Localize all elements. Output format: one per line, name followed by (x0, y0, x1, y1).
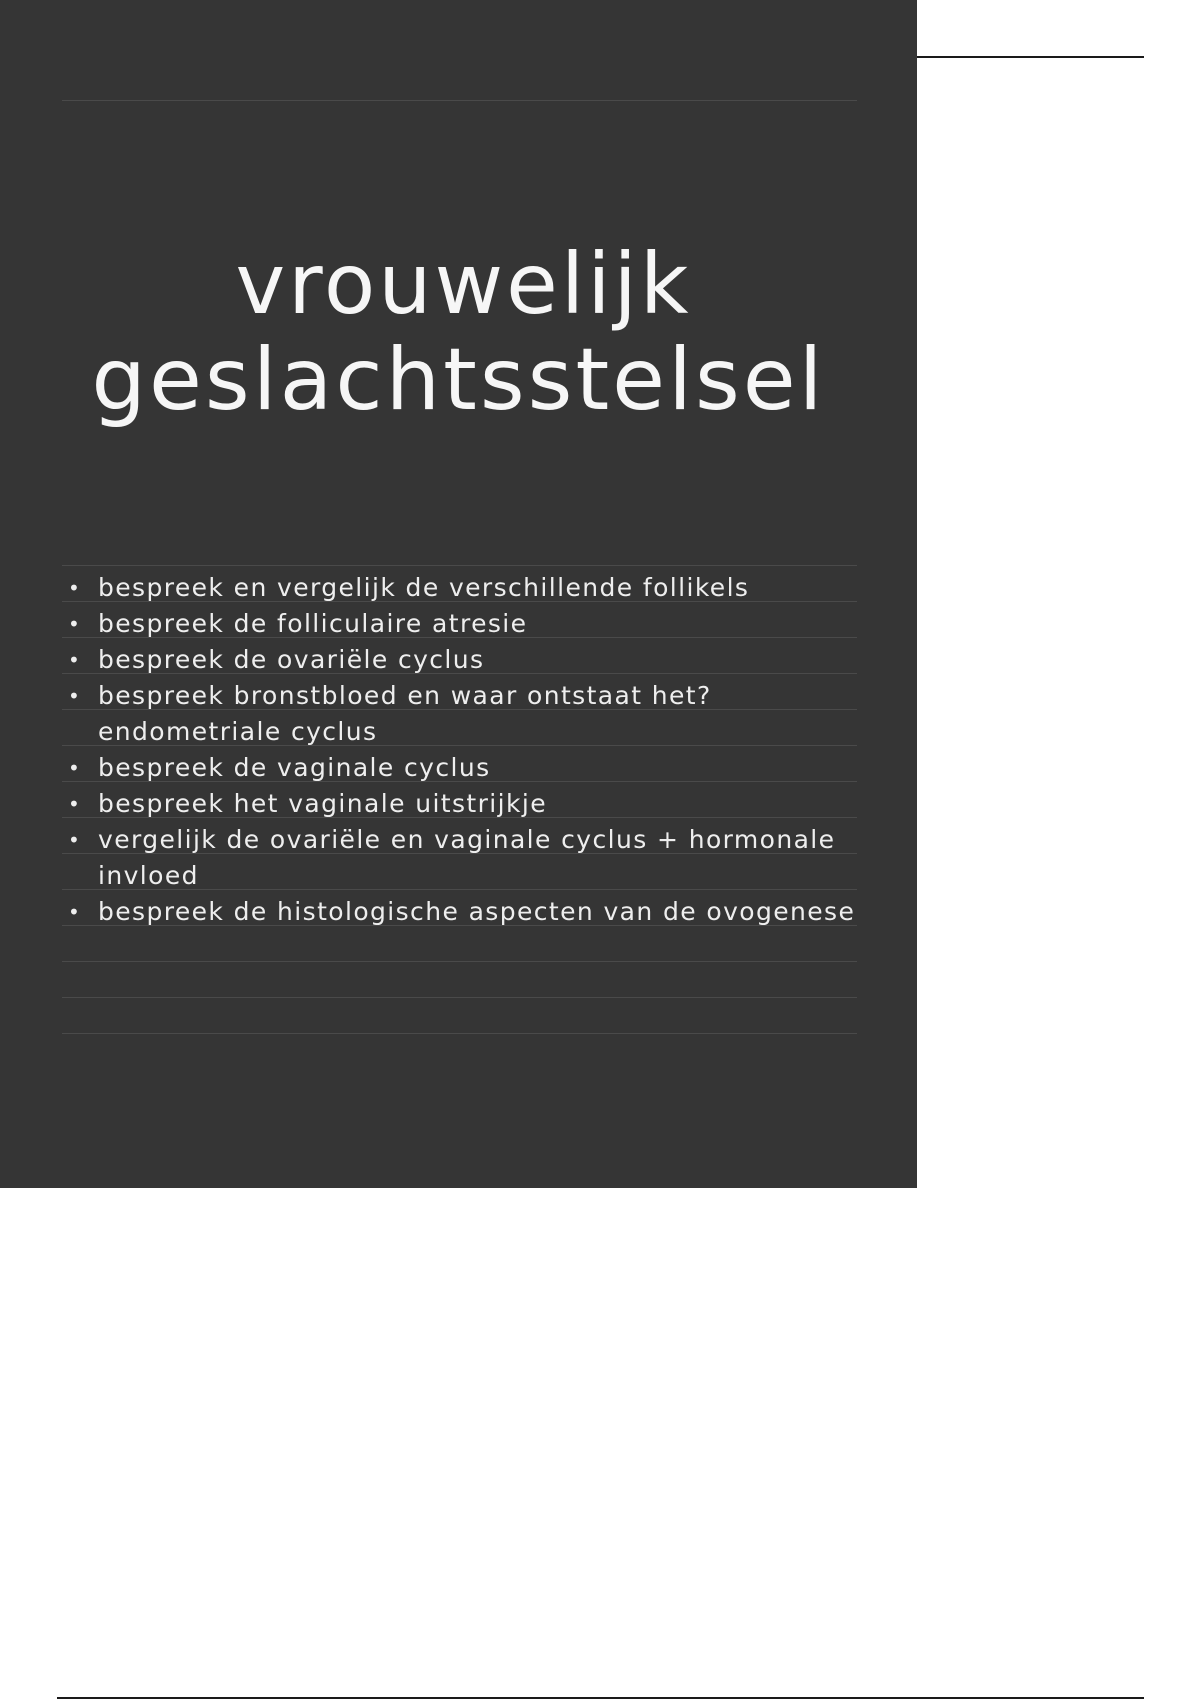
page-title (0, 236, 917, 428)
bullet-icon: • (68, 792, 82, 816)
topic-continuation: invloed (98, 861, 199, 890)
title-line-2: geslachtsstelsel (91, 330, 826, 430)
topic-text: bespreek bronstbloed en waar ontstaat het? (98, 681, 712, 710)
bullet-icon: • (68, 828, 82, 852)
topic-continuation: endometriale cyclus (98, 717, 378, 746)
bullet-icon: • (68, 648, 82, 672)
topic-text: bespreek en vergelijk de verschillende follikels (98, 573, 750, 602)
list-item (62, 822, 862, 894)
topic-text: bespreek de vaginale cyclus (98, 753, 491, 782)
footer-rule (57, 1697, 1144, 1699)
bullet-icon: • (68, 612, 82, 636)
header-rule (917, 56, 1144, 58)
bullet-icon: • (68, 576, 82, 600)
topic-text: bespreek het vaginale uitstrijkje (98, 789, 547, 818)
ruled-line (62, 961, 857, 962)
topic-text: bespreek de histologische aspecten van de ovogenese (98, 897, 856, 926)
ruled-line (62, 100, 857, 101)
list-item (62, 570, 862, 606)
bullet-icon: • (68, 900, 82, 924)
ruled-line (62, 565, 857, 566)
topic-text: bespreek de ovariële cyclus (98, 645, 485, 674)
list-item (62, 642, 862, 678)
list-item (62, 606, 862, 642)
list-item (62, 894, 862, 930)
bullet-icon: • (68, 684, 82, 708)
topic-list (62, 570, 862, 930)
ruled-line (62, 1033, 857, 1034)
title-line-1: vrouwelijk (235, 235, 692, 333)
list-item (62, 750, 862, 786)
topic-text: vergelijk de ovariële en vaginale cyclus + hormonale (98, 825, 836, 854)
list-item (62, 786, 862, 822)
list-item (62, 678, 862, 750)
ruled-line (62, 997, 857, 998)
topic-text: bespreek de folliculaire atresie (98, 609, 528, 638)
bullet-icon: • (68, 756, 82, 780)
